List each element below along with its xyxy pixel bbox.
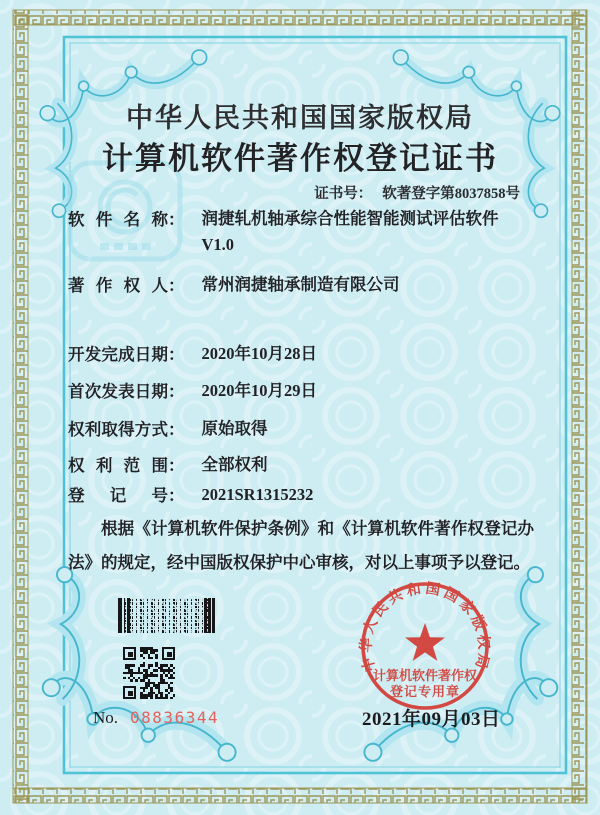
official-seal xyxy=(352,575,498,721)
field-value: 2021SR1315232 xyxy=(201,485,314,504)
qr-finder-top-left xyxy=(123,647,136,660)
certificate-number-line xyxy=(314,182,520,203)
seal-inner-line1: 计算机软件著作权 xyxy=(372,668,478,683)
field-value: 2020年10月29日 xyxy=(201,381,317,400)
field-rights-scope: 权利范围 ： 全部权利 xyxy=(68,452,268,478)
qr-finder-top-right xyxy=(162,647,175,660)
field-rights-acquisition: 权利取得方式 ： 原始取得 xyxy=(68,416,268,442)
field-value: 2020年10月28日 xyxy=(201,344,317,363)
registration-statement: 根据《计算机软件保护条例》和《计算机软件著作权登记办法》的规定，经中国版权保护中心审核，对以上事项予以登记。 xyxy=(68,519,534,572)
issue-date: 2021年09月03日 xyxy=(362,709,501,730)
field-copyright-owner: 著作权人 ： 常州润捷轴承制造有限公司 xyxy=(68,272,400,298)
serial-prefix: No. xyxy=(93,708,119,727)
certificate-title: 计算机软件著作权登记证书 xyxy=(102,141,498,176)
certificate-number-value: 软著登字第8037858号 xyxy=(382,186,520,202)
field-label: 权利取得方式 xyxy=(68,420,168,439)
field-label: 权利范围 xyxy=(68,456,168,475)
field-value: 润捷轧机轴承综合性能智能测试评估软件 V1.0 xyxy=(202,206,499,258)
field-value: 原始取得 xyxy=(201,419,268,438)
seal-ring-text: 中华人民共和国国家版权局 xyxy=(358,580,492,674)
qr-finder-bottom-left xyxy=(123,686,136,699)
pdf417-barcode xyxy=(118,598,215,633)
field-value: 全部权利 xyxy=(201,455,268,474)
qr-code xyxy=(123,647,175,699)
field-value: 常州润捷轴承制造有限公司 xyxy=(201,275,400,294)
software-version: V1.0 xyxy=(201,235,235,254)
field-first-publish-date: 首次发表日期 ： 2020年10月29日 xyxy=(68,378,317,404)
seal-star-icon xyxy=(405,623,445,661)
field-label: 登记号 xyxy=(68,486,168,505)
serial-number: 08836344 xyxy=(130,708,220,727)
field-label: 著作权人 xyxy=(68,276,168,295)
field-label: 软件名称 xyxy=(68,210,168,229)
field-registration-number: 登记号 ： 2021SR1315232 xyxy=(68,482,313,508)
serial-number-line xyxy=(93,708,219,728)
field-label: 开发完成日期 xyxy=(68,345,168,364)
seal-inner-line2: 登记专用章 xyxy=(389,684,461,699)
field-label: 首次发表日期 xyxy=(68,382,168,401)
field-dev-complete-date: 开发完成日期 ： 2020年10月28日 xyxy=(68,341,317,367)
field-software-name: 软件名称 ： 润捷轧机轴承综合性能智能测试评估软件 V1.0 xyxy=(68,206,499,258)
certificate-number-label: 证书号： xyxy=(314,186,373,202)
authority-name: 中华人民共和国国家版权局 xyxy=(126,103,474,133)
